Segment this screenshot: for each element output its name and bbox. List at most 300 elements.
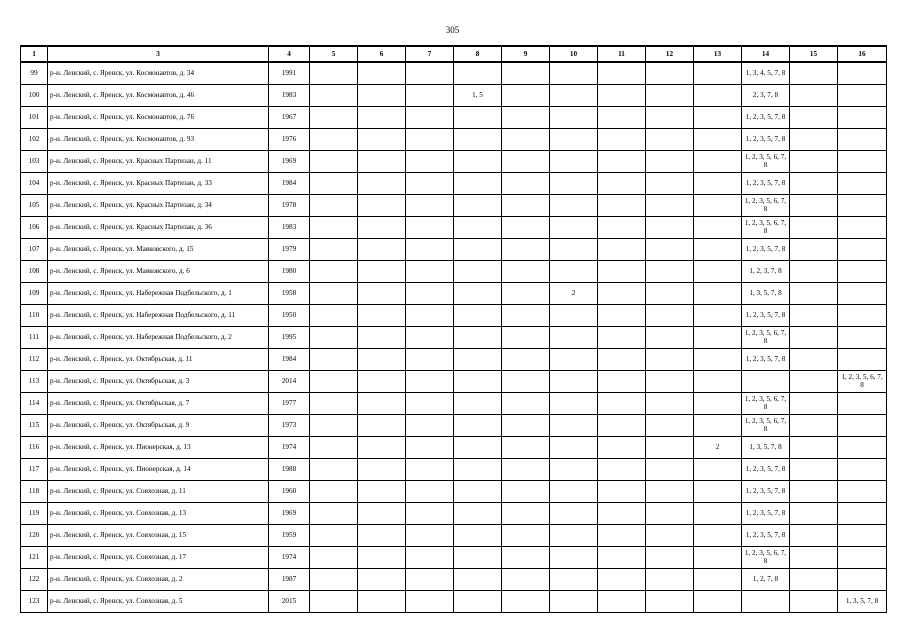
table-row	[21, 568, 887, 590]
col6-cell	[358, 502, 406, 524]
table-row	[21, 392, 887, 414]
col16-cell	[838, 106, 887, 128]
col10-cell: 2	[550, 282, 598, 304]
col11-cell	[598, 568, 646, 590]
col7-cell	[406, 392, 454, 414]
col9-cell	[502, 348, 550, 370]
col12-cell	[646, 150, 694, 172]
address-cell: р-н. Ленский, с. Яренск, ул. Космонавтов, д. 34	[48, 62, 269, 84]
col7-cell	[406, 590, 454, 612]
col11-cell	[598, 194, 646, 216]
table-row	[21, 480, 887, 502]
col10-cell	[550, 590, 598, 612]
col11-cell	[598, 480, 646, 502]
address-cell: р-н. Ленский, с. Яренск, ул. Набережная Подбельского, д. 1	[48, 282, 269, 304]
column-header: 4	[269, 46, 310, 62]
row-number-cell: 112	[21, 348, 48, 370]
col6-cell	[358, 392, 406, 414]
col11-cell	[598, 348, 646, 370]
table-row	[21, 524, 887, 546]
col5-cell	[310, 150, 358, 172]
col8-cell	[454, 150, 502, 172]
col16-cell	[838, 524, 887, 546]
year-cell: 1979	[269, 238, 310, 260]
col6-cell	[358, 480, 406, 502]
col14-cell: 1, 2, 3, 5, 7, 8	[742, 304, 790, 326]
col8-cell	[454, 414, 502, 436]
row-number-cell: 107	[21, 238, 48, 260]
address-cell: р-н. Ленский, с. Яренск, ул. Октябрьская, д. 7	[48, 392, 269, 414]
table-row	[21, 414, 887, 436]
buildings-table	[20, 45, 887, 613]
col8-cell	[454, 238, 502, 260]
address-cell: р-н. Ленский, с. Яренск, ул. Красных Партизан, д. 36	[48, 216, 269, 238]
col10-cell	[550, 568, 598, 590]
col5-cell	[310, 238, 358, 260]
col9-cell	[502, 62, 550, 84]
col16-cell	[838, 128, 887, 150]
col12-cell	[646, 238, 694, 260]
col6-cell	[358, 546, 406, 568]
row-number-cell: 111	[21, 326, 48, 348]
row-number-cell: 114	[21, 392, 48, 414]
col7-cell	[406, 304, 454, 326]
col5-cell	[310, 348, 358, 370]
col5-cell	[310, 370, 358, 392]
year-cell: 1987	[269, 568, 310, 590]
col8-cell	[454, 260, 502, 282]
col11-cell	[598, 260, 646, 282]
col13-cell	[694, 502, 742, 524]
col6-cell	[358, 260, 406, 282]
col15-cell	[790, 370, 838, 392]
col16-cell	[838, 480, 887, 502]
col11-cell	[598, 502, 646, 524]
address-cell: р-н. Ленский, с. Яренск, ул. Октябрьская, д. 9	[48, 414, 269, 436]
col15-cell	[790, 348, 838, 370]
address-cell: р-н. Ленский, с. Яренск, ул. Октябрьская, д. 3	[48, 370, 269, 392]
col11-cell	[598, 436, 646, 458]
col5-cell	[310, 216, 358, 238]
col15-cell	[790, 172, 838, 194]
col10-cell	[550, 480, 598, 502]
col7-cell	[406, 282, 454, 304]
col11-cell	[598, 216, 646, 238]
col5-cell	[310, 128, 358, 150]
col13-cell	[694, 150, 742, 172]
col15-cell	[790, 304, 838, 326]
col6-cell	[358, 194, 406, 216]
col7-cell	[406, 414, 454, 436]
col14-cell: 1, 2, 3, 5, 6, 7, 8	[742, 194, 790, 216]
row-number-cell: 106	[21, 216, 48, 238]
col14-cell: 1, 2, 3, 5, 7, 8	[742, 458, 790, 480]
col13-cell	[694, 546, 742, 568]
col12-cell	[646, 326, 694, 348]
col6-cell	[358, 458, 406, 480]
col16-cell	[838, 282, 887, 304]
col8-cell	[454, 502, 502, 524]
col14-cell: 1, 2, 3, 5, 7, 8	[742, 238, 790, 260]
col7-cell	[406, 150, 454, 172]
col12-cell	[646, 216, 694, 238]
col16-cell	[838, 568, 887, 590]
col5-cell	[310, 590, 358, 612]
col5-cell	[310, 62, 358, 84]
col7-cell	[406, 458, 454, 480]
col14-cell: 1, 2, 3, 7, 8	[742, 260, 790, 282]
col9-cell	[502, 326, 550, 348]
row-number-cell: 117	[21, 458, 48, 480]
row-number-cell: 100	[21, 84, 48, 106]
row-number-cell: 120	[21, 524, 48, 546]
col10-cell	[550, 326, 598, 348]
col9-cell	[502, 238, 550, 260]
col14-cell: 1, 2, 3, 5, 7, 8	[742, 106, 790, 128]
address-cell: р-н. Ленский, с. Яренск, ул. Набережная Подбельского, д. 2	[48, 326, 269, 348]
year-cell: 1991	[269, 62, 310, 84]
col12-cell	[646, 502, 694, 524]
col5-cell	[310, 524, 358, 546]
col13-cell	[694, 304, 742, 326]
col14-cell: 1, 2, 7, 8	[742, 568, 790, 590]
col9-cell	[502, 304, 550, 326]
col12-cell	[646, 106, 694, 128]
col5-cell	[310, 304, 358, 326]
col8-cell	[454, 216, 502, 238]
col12-cell	[646, 370, 694, 392]
col5-cell	[310, 414, 358, 436]
col10-cell	[550, 348, 598, 370]
table-row	[21, 458, 887, 480]
col7-cell	[406, 348, 454, 370]
col15-cell	[790, 260, 838, 282]
col9-cell	[502, 172, 550, 194]
address-cell: р-н. Ленский, с. Яренск, ул. Красных Партизан, д. 11	[48, 150, 269, 172]
col16-cell	[838, 502, 887, 524]
address-cell: р-н. Ленский, с. Яренск, ул. Совхозная, д. 11	[48, 480, 269, 502]
col11-cell	[598, 304, 646, 326]
col8-cell	[454, 348, 502, 370]
col10-cell	[550, 304, 598, 326]
col15-cell	[790, 502, 838, 524]
col6-cell	[358, 106, 406, 128]
col13-cell	[694, 216, 742, 238]
column-header: 5	[310, 46, 358, 62]
year-cell: 1980	[269, 260, 310, 282]
col13-cell	[694, 590, 742, 612]
col15-cell	[790, 480, 838, 502]
col14-cell: 1, 2, 3, 5, 7, 8	[742, 524, 790, 546]
col14-cell: 1, 3, 5, 7, 8	[742, 282, 790, 304]
col10-cell	[550, 524, 598, 546]
table-header-row	[21, 46, 887, 62]
col5-cell	[310, 172, 358, 194]
col14-cell: 1, 3, 5, 7, 8	[742, 436, 790, 458]
column-header: 13	[694, 46, 742, 62]
col10-cell	[550, 62, 598, 84]
col16-cell	[838, 172, 887, 194]
column-header: 16	[838, 46, 887, 62]
col12-cell	[646, 414, 694, 436]
col8-cell	[454, 546, 502, 568]
col12-cell	[646, 62, 694, 84]
col8-cell	[454, 370, 502, 392]
col16-cell: 1, 3, 5, 7, 8	[838, 590, 887, 612]
col14-cell: 1, 3, 4, 5, 7, 8	[742, 62, 790, 84]
col9-cell	[502, 568, 550, 590]
col9-cell	[502, 458, 550, 480]
col5-cell	[310, 392, 358, 414]
table-row	[21, 194, 887, 216]
table-row	[21, 436, 887, 458]
col9-cell	[502, 370, 550, 392]
col15-cell	[790, 150, 838, 172]
col9-cell	[502, 260, 550, 282]
col8-cell: 1, 5	[454, 84, 502, 106]
col10-cell	[550, 128, 598, 150]
col8-cell	[454, 172, 502, 194]
col7-cell	[406, 524, 454, 546]
col14-cell: 1, 2, 3, 5, 6, 7, 8	[742, 392, 790, 414]
year-cell: 1973	[269, 414, 310, 436]
col15-cell	[790, 282, 838, 304]
col11-cell	[598, 546, 646, 568]
year-cell: 1978	[269, 194, 310, 216]
col5-cell	[310, 480, 358, 502]
col11-cell	[598, 524, 646, 546]
col6-cell	[358, 128, 406, 150]
col16-cell	[838, 238, 887, 260]
col7-cell	[406, 84, 454, 106]
year-cell: 2015	[269, 590, 310, 612]
col8-cell	[454, 458, 502, 480]
col8-cell	[454, 106, 502, 128]
col10-cell	[550, 414, 598, 436]
col15-cell	[790, 326, 838, 348]
col5-cell	[310, 260, 358, 282]
col15-cell	[790, 546, 838, 568]
col14-cell	[742, 590, 790, 612]
year-cell: 1974	[269, 436, 310, 458]
col12-cell	[646, 590, 694, 612]
col10-cell	[550, 392, 598, 414]
col14-cell: 2, 3, 7, 8	[742, 84, 790, 106]
col11-cell	[598, 370, 646, 392]
address-cell: р-н. Ленский, с. Яренск, ул. Космонавтов, д. 93	[48, 128, 269, 150]
row-number-cell: 118	[21, 480, 48, 502]
col15-cell	[790, 62, 838, 84]
col13-cell	[694, 348, 742, 370]
col14-cell: 1, 2, 3, 5, 7, 8	[742, 502, 790, 524]
table-row	[21, 502, 887, 524]
column-header: 10	[550, 46, 598, 62]
year-cell: 1950	[269, 304, 310, 326]
column-header: 6	[358, 46, 406, 62]
col15-cell	[790, 590, 838, 612]
table-row	[21, 84, 887, 106]
address-cell: р-н. Ленский, с. Яренск, ул. Совхозная, д. 5	[48, 590, 269, 612]
col13-cell	[694, 194, 742, 216]
year-cell: 1983	[269, 84, 310, 106]
col16-cell	[838, 458, 887, 480]
table-row	[21, 216, 887, 238]
row-number-cell: 113	[21, 370, 48, 392]
address-cell: р-н. Ленский, с. Яренск, ул. Совхозная, д. 2	[48, 568, 269, 590]
row-number-cell: 104	[21, 172, 48, 194]
col10-cell	[550, 546, 598, 568]
col9-cell	[502, 106, 550, 128]
col7-cell	[406, 260, 454, 282]
col7-cell	[406, 172, 454, 194]
col6-cell	[358, 370, 406, 392]
table-row	[21, 128, 887, 150]
table-row	[21, 546, 887, 568]
col6-cell	[358, 282, 406, 304]
col9-cell	[502, 128, 550, 150]
table-row	[21, 348, 887, 370]
col13-cell	[694, 326, 742, 348]
col8-cell	[454, 326, 502, 348]
table-row	[21, 106, 887, 128]
col7-cell	[406, 502, 454, 524]
col10-cell	[550, 436, 598, 458]
col12-cell	[646, 524, 694, 546]
col9-cell	[502, 84, 550, 106]
col16-cell	[838, 62, 887, 84]
col15-cell	[790, 436, 838, 458]
column-header: 7	[406, 46, 454, 62]
col16-cell	[838, 304, 887, 326]
col6-cell	[358, 414, 406, 436]
col13-cell	[694, 480, 742, 502]
col6-cell	[358, 326, 406, 348]
year-cell: 1983	[269, 216, 310, 238]
table-row	[21, 150, 887, 172]
col10-cell	[550, 260, 598, 282]
year-cell: 2014	[269, 370, 310, 392]
row-number-cell: 109	[21, 282, 48, 304]
row-number-cell: 110	[21, 304, 48, 326]
col16-cell	[838, 546, 887, 568]
col14-cell: 1, 2, 3, 5, 6, 7, 8	[742, 414, 790, 436]
col5-cell	[310, 546, 358, 568]
col8-cell	[454, 128, 502, 150]
address-cell: р-н. Ленский, с. Яренск, ул. Набережная Подбельского, д. 11	[48, 304, 269, 326]
col10-cell	[550, 458, 598, 480]
row-number-cell: 123	[21, 590, 48, 612]
col10-cell	[550, 194, 598, 216]
row-number-cell: 122	[21, 568, 48, 590]
col9-cell	[502, 546, 550, 568]
col15-cell	[790, 216, 838, 238]
col11-cell	[598, 150, 646, 172]
col13-cell	[694, 458, 742, 480]
col9-cell	[502, 194, 550, 216]
col5-cell	[310, 106, 358, 128]
col6-cell	[358, 62, 406, 84]
address-cell: р-н. Ленский, с. Яренск, ул. Совхозная, д. 15	[48, 524, 269, 546]
col8-cell	[454, 590, 502, 612]
col7-cell	[406, 480, 454, 502]
col13-cell	[694, 84, 742, 106]
col5-cell	[310, 458, 358, 480]
col5-cell	[310, 84, 358, 106]
col5-cell	[310, 282, 358, 304]
col16-cell	[838, 326, 887, 348]
col12-cell	[646, 282, 694, 304]
address-cell: р-н. Ленский, с. Яренск, ул. Красных Партизан, д. 34	[48, 194, 269, 216]
col12-cell	[646, 392, 694, 414]
col15-cell	[790, 106, 838, 128]
col14-cell: 1, 2, 3, 5, 6, 7, 8	[742, 546, 790, 568]
col16-cell	[838, 348, 887, 370]
table-row	[21, 238, 887, 260]
table-row	[21, 260, 887, 282]
address-cell: р-н. Ленский, с. Яренск, ул. Красных Партизан, д. 33	[48, 172, 269, 194]
col12-cell	[646, 436, 694, 458]
year-cell: 1984	[269, 348, 310, 370]
col9-cell	[502, 436, 550, 458]
col13-cell	[694, 260, 742, 282]
table-row	[21, 370, 887, 392]
col6-cell	[358, 524, 406, 546]
col6-cell	[358, 84, 406, 106]
col12-cell	[646, 348, 694, 370]
col11-cell	[598, 458, 646, 480]
col12-cell	[646, 546, 694, 568]
col11-cell	[598, 62, 646, 84]
col14-cell: 1, 2, 3, 5, 6, 7, 8	[742, 150, 790, 172]
col12-cell	[646, 304, 694, 326]
table-row	[21, 590, 887, 612]
address-cell: р-н. Ленский, с. Яренск, ул. Пионерская, д. 13	[48, 436, 269, 458]
table-row	[21, 172, 887, 194]
column-header: 15	[790, 46, 838, 62]
table-row	[21, 62, 887, 84]
col12-cell	[646, 84, 694, 106]
col14-cell: 1, 2, 3, 5, 7, 8	[742, 128, 790, 150]
col5-cell	[310, 326, 358, 348]
col15-cell	[790, 84, 838, 106]
address-cell: р-н. Ленский, с. Яренск, ул. Космонавтов, д. 46	[48, 84, 269, 106]
year-cell: 1984	[269, 172, 310, 194]
address-cell: р-н. Ленский, с. Яренск, ул. Октябрьская, д. 11	[48, 348, 269, 370]
col15-cell	[790, 414, 838, 436]
col7-cell	[406, 238, 454, 260]
year-cell: 1969	[269, 502, 310, 524]
col6-cell	[358, 238, 406, 260]
col16-cell	[838, 150, 887, 172]
col11-cell	[598, 392, 646, 414]
column-header: 12	[646, 46, 694, 62]
row-number-cell: 103	[21, 150, 48, 172]
address-cell: р-н. Ленский, с. Яренск, ул. Совхозная, д. 13	[48, 502, 269, 524]
page-number: 305	[445, 25, 460, 35]
col6-cell	[358, 304, 406, 326]
col8-cell	[454, 392, 502, 414]
address-cell: р-н. Ленский, с. Яренск, ул. Маяковского, д. 15	[48, 238, 269, 260]
col7-cell	[406, 62, 454, 84]
col7-cell	[406, 568, 454, 590]
col6-cell	[358, 568, 406, 590]
col8-cell	[454, 568, 502, 590]
row-number-cell: 108	[21, 260, 48, 282]
col9-cell	[502, 282, 550, 304]
col15-cell	[790, 458, 838, 480]
col11-cell	[598, 238, 646, 260]
year-cell: 1967	[269, 106, 310, 128]
